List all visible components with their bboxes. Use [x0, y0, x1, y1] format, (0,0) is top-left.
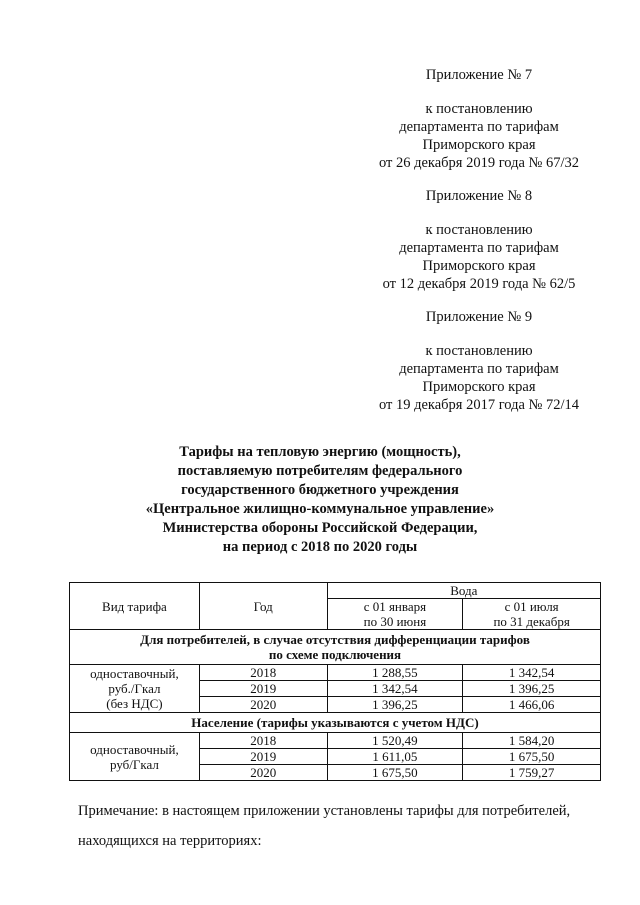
note-line: находящихся на территориях: — [78, 833, 262, 849]
group-heading-line: по схеме подключения — [268, 647, 402, 662]
value-cell: 1 675,50 — [463, 749, 601, 765]
header-period-1-line2: по 30 июня — [363, 614, 427, 629]
note-line: Примечание: в настоящем приложении установлены тарифы для потребителей, — [78, 803, 571, 819]
year-cell: 2018 — [199, 665, 327, 681]
appendix-line: от 12 декабря 2019 года № 62/5 — [382, 276, 576, 292]
title-line: поставляемую потребителям федерального — [177, 463, 463, 479]
tariff-type-cell — [70, 733, 200, 781]
header-period-1-line1: с 01 января — [363, 599, 427, 614]
appendix-9-header — [350, 308, 608, 414]
tariff-type-line: руб/Гкал — [109, 756, 159, 772]
group-heading — [70, 713, 601, 733]
tariff-type-line: руб./Гкал — [108, 681, 161, 696]
value-cell: 1 584,20 — [463, 733, 601, 749]
value-cell: 1 611,05 — [327, 749, 463, 765]
appendix-line: к постановлению — [425, 101, 533, 117]
value-cell: 1 288,55 — [327, 665, 463, 681]
table-row — [70, 733, 601, 749]
value-cell: 1 396,25 — [463, 681, 601, 697]
group-heading-line: Население (тарифы указываются с учетом НДС) — [191, 715, 479, 730]
appendix-number: Приложение № 8 — [425, 188, 533, 204]
appendix-line: от 26 декабря 2019 года № 67/32 — [378, 155, 580, 171]
group-heading — [70, 630, 601, 665]
appendix-number: Приложение № 7 — [425, 67, 533, 83]
appendix-line: департамента по тарифам — [399, 361, 559, 377]
value-cell: 1 759,27 — [463, 765, 601, 781]
appendix-line: Приморского края — [422, 258, 536, 274]
tariff-table — [69, 582, 601, 781]
document-title — [100, 443, 540, 557]
value-cell: 1 342,54 — [327, 681, 463, 697]
title-line: «Центральное жилищно-коммунальное управление» — [145, 501, 495, 517]
year-cell: 2019 — [199, 681, 327, 697]
appendix-line: Приморского края — [422, 137, 536, 153]
value-cell: 1 520,49 — [327, 733, 463, 749]
tariff-type-line: (без НДС) — [106, 696, 163, 711]
tariff-type-cell — [70, 665, 200, 713]
table-row — [70, 665, 601, 681]
header-year: Год — [199, 583, 327, 630]
value-cell: 1 342,54 — [463, 665, 601, 681]
group-heading-row — [70, 630, 601, 665]
title-line: Министерства обороны Российской Федерации, — [162, 520, 478, 536]
year-cell: 2019 — [199, 749, 327, 765]
header-period-1 — [327, 599, 463, 630]
table-header-row — [70, 583, 601, 599]
title-line: Тарифы на тепловую энергию (мощность), — [179, 444, 461, 460]
tariff-type-line: одноставочный, — [90, 741, 179, 757]
value-cell: 1 466,06 — [463, 697, 601, 713]
appendix-7-header — [350, 66, 608, 172]
header-period-2-line1: с 01 июля — [504, 599, 559, 614]
appendix-line: Приморского края — [422, 379, 536, 395]
appendix-line: департамента по тарифам — [399, 119, 559, 135]
appendix-line: к постановлению — [425, 343, 533, 359]
header-tariff-type: Вид тарифа — [70, 583, 200, 630]
appendix-8-header — [350, 187, 608, 293]
appendix-line: к постановлению — [425, 222, 533, 238]
title-line: на период с 2018 по 2020 годы — [222, 539, 418, 555]
group-heading-row — [70, 713, 601, 733]
header-water: Вода — [327, 583, 600, 599]
note-paragraph — [78, 796, 606, 856]
tariff-type-line: одноставочный, — [90, 666, 179, 681]
value-cell: 1 396,25 — [327, 697, 463, 713]
appendix-line: от 19 декабря 2017 года № 72/14 — [378, 397, 580, 413]
year-cell: 2018 — [199, 733, 327, 749]
group-heading-line: Для потребителей, в случае отсутствия дифференциации тарифов — [140, 632, 530, 647]
year-cell: 2020 — [199, 697, 327, 713]
value-cell: 1 675,50 — [327, 765, 463, 781]
year-cell: 2020 — [199, 765, 327, 781]
title-line: государственного бюджетного учреждения — [181, 482, 459, 498]
appendix-line: департамента по тарифам — [399, 240, 559, 256]
appendix-number: Приложение № 9 — [425, 309, 533, 325]
header-period-2 — [463, 599, 601, 630]
header-period-2-line2: по 31 декабря — [493, 614, 570, 629]
